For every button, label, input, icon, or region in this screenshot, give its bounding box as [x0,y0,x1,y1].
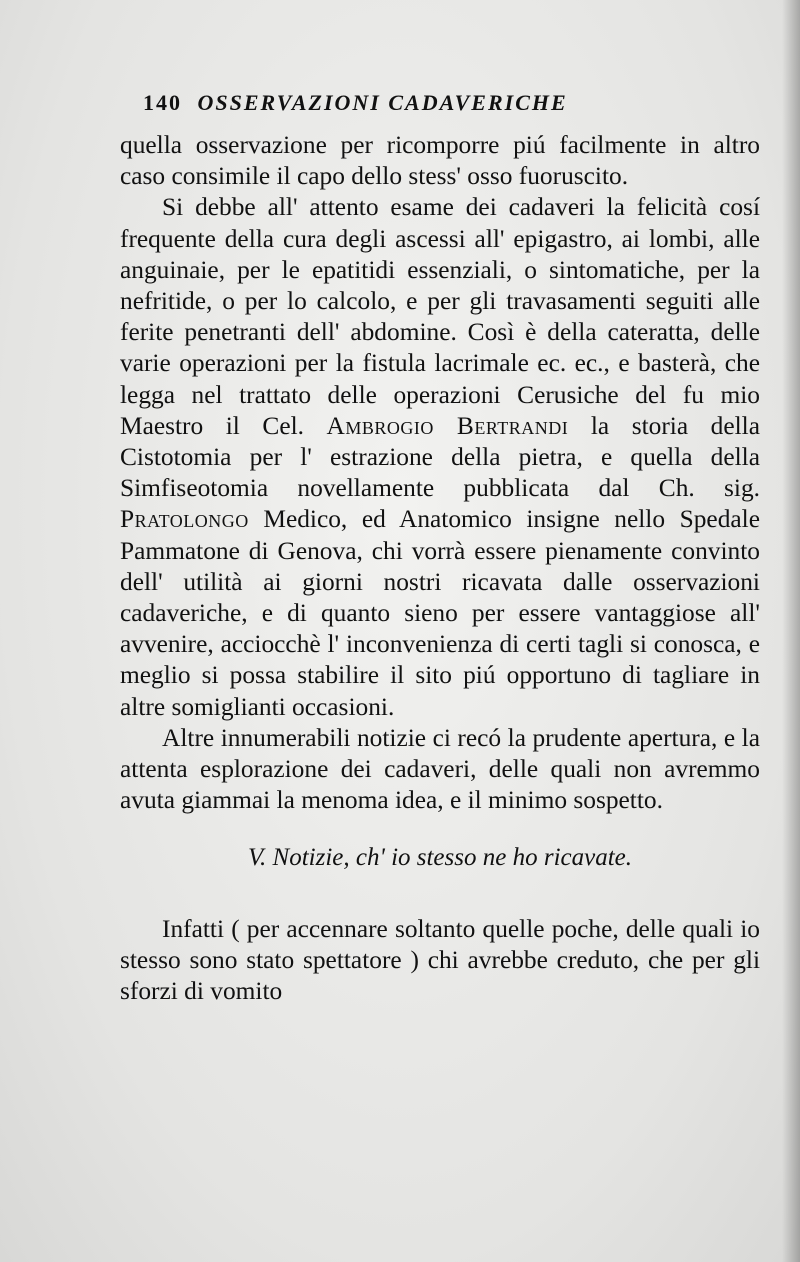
paragraph-continued: quella osservazione per ricomporre piú facilmente in altro caso consimile il capo dello stess' osso fuoruscito. [120,131,760,191]
running-header [143,90,743,126]
page-edge-shadow [782,0,800,1262]
paragraph-text-part: Si debbe all' attento esame dei cadaveri la felicità cosí frequente della cura degli ascessi all' epigastro, ai lombi, alle anguinaie, per le epatitidi essenziali, o sintomatiche, per la nefritide, o per lo calcolo, e per gli travasamenti seguiti alle ferite penetranti dell' abdomine. Così è della cateratta, delle varie operazioni per la fistula lacrimale ec. ec., e basterà, che legga nel trattato delle operazioni Cerusiche del fu mio Maestro il Cel. [120,193,760,440]
paragraph-text-part: Medico, ed Anatomico insigne nello Spedale Pammatone di Genova, chi vorrà essere pienamente convinto dell' utilità ai giorni nostri ricavata dalle osservazioni cadaveriche, e di quanto sieno per essere vantaggiose all' avvenire, acciocchè l' inconvenienza di certi tagli si conosca, e meglio si possa stabilire il sito piú opportuno di tagliare in altre somiglianti occasioni. [120,505,760,721]
paragraph-cadaver-exam [120,192,760,722]
running-title: OSSERVAZIONI CADAVERICHE [197,90,568,115]
page-number: 140 [143,90,182,115]
paragraph-text-part: la storia della Cistotomia per l' estrazione della pietra, e quella della Simfiseotomia novellamente pubblicata dal Ch. sig. [120,411,760,503]
section-heading: V. Notizie, ch' io stesso ne ho ricavate. [247,844,632,872]
paragraph-other-notices: Altre innumerabili notizie ci recó la prudente apertura, e la attenta esplorazione dei cadaveri, delle quali non avremmo avuta giammai la menoma idea, e il minimo sospetto. [120,723,760,815]
body-text [120,130,760,1007]
person-name-pratolongo: Pratolongo [120,505,249,534]
paragraph-infatti: Infatti ( per accennare soltanto quelle poche, delle quali io stesso sono stato spettatore ) chi avrebbe creduto, che per gli sforzi di vomito [120,914,760,1006]
person-name-bertrandi: Ambrogio Bertrandi [326,411,569,440]
